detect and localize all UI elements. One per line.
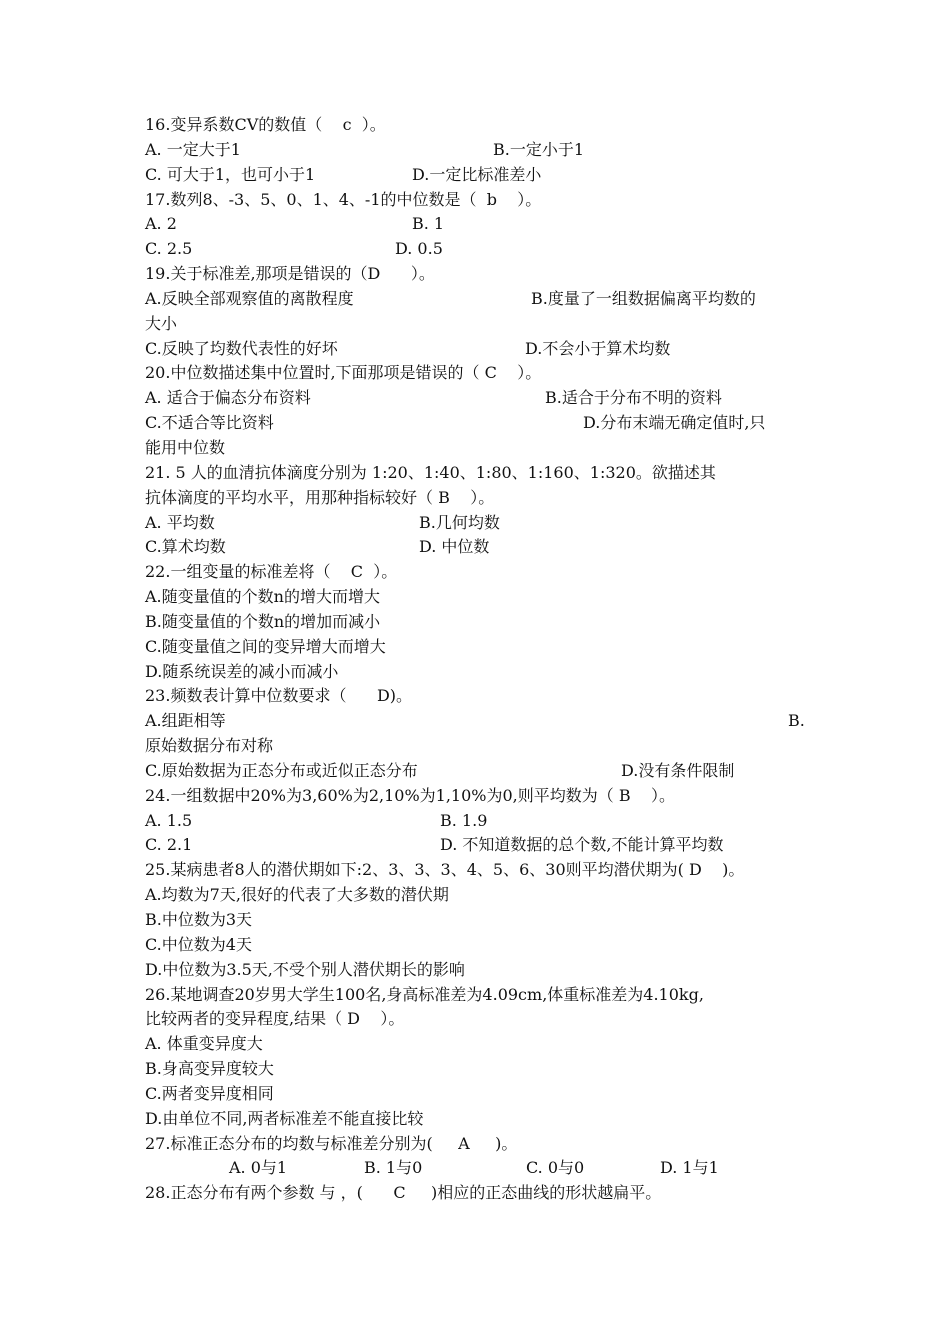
option-line (145, 933, 810, 958)
option-c: C.随变量值之间的变异增大而增大 (145, 636, 386, 656)
option-line (145, 535, 810, 560)
option-line-continued (145, 436, 810, 461)
option-line (145, 386, 810, 411)
option-a: A. 1.5 (145, 810, 193, 830)
question-text: 17.数列8、-3、5、0、1、4、-1的中位数是（ b ）。 (145, 189, 542, 209)
option-line (145, 883, 810, 908)
option-a: A. 适合于偏态分布资料 (145, 388, 311, 408)
option-line (145, 660, 810, 685)
option-line (145, 1156, 810, 1181)
option-a: A.反映全部观察值的离散程度 (145, 288, 354, 308)
option-line (145, 585, 810, 610)
option-line (145, 709, 810, 734)
option-line (145, 337, 810, 362)
option-c: C. 2.1 (145, 835, 193, 855)
option-d: D.随系统误差的减小而减小 (145, 661, 339, 681)
question-21-continued (145, 486, 810, 511)
option-b: B.适合于分布不明的资料 (545, 388, 722, 408)
question-23 (145, 684, 810, 709)
option-b-continued: 原始数据分布对称 (145, 736, 274, 756)
option-line (145, 163, 810, 188)
question-text: 26.某地调查20岁男大学生100名,身高标准差为4.09cm,体重标准差为4.10kg, (145, 984, 704, 1004)
option-d: D.分布末端无确定值时,只 (583, 413, 766, 433)
option-line (145, 908, 810, 933)
question-16 (145, 113, 810, 138)
option-d: D.不会小于算术均数 (525, 338, 671, 358)
question-25 (145, 858, 810, 883)
option-line (145, 411, 810, 436)
question-text: 16.变异系数CV的数值（ c ）。 (145, 115, 386, 134)
option-d: D.没有条件限制 (621, 760, 735, 780)
option-b: B.身高变异度较大 (145, 1059, 274, 1079)
option-line (145, 833, 810, 858)
option-d: D. 1与1 (660, 1158, 719, 1178)
option-c: C. 可大于1，也可小于1 (145, 164, 316, 184)
question-22 (145, 560, 810, 585)
question-text: 25.某病患者8人的潜伏期如下:2、3、3、3、4、5、6、30则平均潜伏期为( D )。 (145, 860, 745, 880)
option-line (145, 138, 810, 163)
option-line (145, 1107, 810, 1132)
option-d-continued: 能用中位数 (145, 437, 226, 457)
option-c: C.算术均数 (145, 537, 226, 557)
option-line (145, 287, 810, 312)
option-line (145, 511, 810, 536)
option-a: A. 0与1 (229, 1158, 288, 1178)
option-b: B.几何均数 (419, 512, 500, 532)
option-c: C.两者变异度相同 (145, 1083, 274, 1103)
option-b: B.中位数为3天 (145, 910, 253, 929)
option-b: B.随变量值的个数n的增加而减小 (145, 611, 381, 631)
option-line (145, 1082, 810, 1107)
option-line (145, 610, 810, 635)
option-c: C. 0与0 (526, 1158, 585, 1178)
option-d: D.中位数为3.5天,不受个别人潜伏期长的影响 (145, 959, 465, 979)
question-27 (145, 1132, 810, 1157)
question-17 (145, 188, 810, 213)
question-text: 比较两者的变异程度,结果（ D ）。 (145, 1009, 405, 1029)
option-line (145, 1032, 810, 1057)
option-d: D.由单位不同,两者标准差不能直接比较 (145, 1108, 424, 1128)
question-26 (145, 983, 810, 1008)
question-text: 28.正态分布有两个参数 与 ，( C )相应的正态曲线的形状越扁平。 (145, 1183, 662, 1203)
option-line (145, 237, 810, 262)
option-line (145, 1057, 810, 1082)
option-b: B.度量了一组数据偏离平均数的 (531, 288, 756, 308)
option-a: A.均数为7天,很好的代表了大多数的潜伏期 (145, 885, 449, 905)
option-b: B. (788, 711, 805, 731)
option-b-continued: 大小 (145, 313, 178, 333)
option-d: D. 中位数 (419, 537, 490, 557)
question-text: 24.一组数据中20%为3,60%为2,10%为1,10%为0,则平均数为（ B ）。 (145, 785, 675, 805)
option-b: B. 1 (412, 214, 445, 234)
option-a: A. 一定大于1 (145, 139, 241, 159)
document-page (145, 113, 810, 1206)
option-line (145, 958, 810, 983)
option-line-continued (145, 734, 810, 759)
question-text: 19.关于标准差,那项是错误的（D ）。 (145, 264, 435, 284)
option-a: A. 2 (145, 214, 177, 234)
option-d: D. 0.5 (395, 239, 443, 259)
option-c: C.原始数据为正态分布或近似正态分布 (145, 760, 418, 780)
option-a: A. 平均数 (145, 512, 215, 532)
option-b: B. 1与0 (364, 1158, 423, 1178)
option-a: A. 体重变异度大 (145, 1034, 263, 1054)
option-a: A.组距相等 (145, 711, 226, 731)
option-b: B.一定小于1 (493, 139, 585, 159)
question-19 (145, 262, 810, 287)
question-text: 21. 5 人的血清抗体滴度分别为 1:20、1:40、1:80、1:160、1:320。欲描述其 (145, 462, 716, 482)
option-line (145, 759, 810, 784)
question-21 (145, 461, 810, 486)
question-text: 22.一组变量的标准差将（ C ）。 (145, 562, 398, 582)
question-text: 20.中位数描述集中位置时,下面那项是错误的（ C ）。 (145, 363, 542, 383)
question-24 (145, 784, 810, 809)
option-d: D. 不知道数据的总个数,不能计算平均数 (440, 835, 724, 855)
option-c: C.不适合等比资料 (145, 413, 274, 433)
option-c: C. 2.5 (145, 239, 193, 259)
option-c: C.中位数为4天 (145, 934, 252, 954)
option-b: B. 1.9 (440, 810, 488, 830)
option-line-continued (145, 312, 810, 337)
question-20 (145, 361, 810, 386)
option-line (145, 212, 810, 237)
question-text: 23.频数表计算中位数要求（ D)。 (145, 686, 413, 706)
option-line (145, 635, 810, 660)
question-26-continued (145, 1007, 810, 1032)
question-28 (145, 1181, 810, 1206)
option-c: C.反映了均数代表性的好坏 (145, 338, 338, 358)
option-d: D.一定比标准差小 (412, 164, 542, 184)
question-text: 抗体滴度的平均水平，用那种指标较好（ B ）。 (145, 487, 495, 507)
question-text: 27.标准正态分布的均数与标准差分别为( A )。 (145, 1133, 518, 1153)
option-a: A.随变量值的个数n的增大而增大 (145, 587, 380, 607)
option-line (145, 809, 810, 834)
